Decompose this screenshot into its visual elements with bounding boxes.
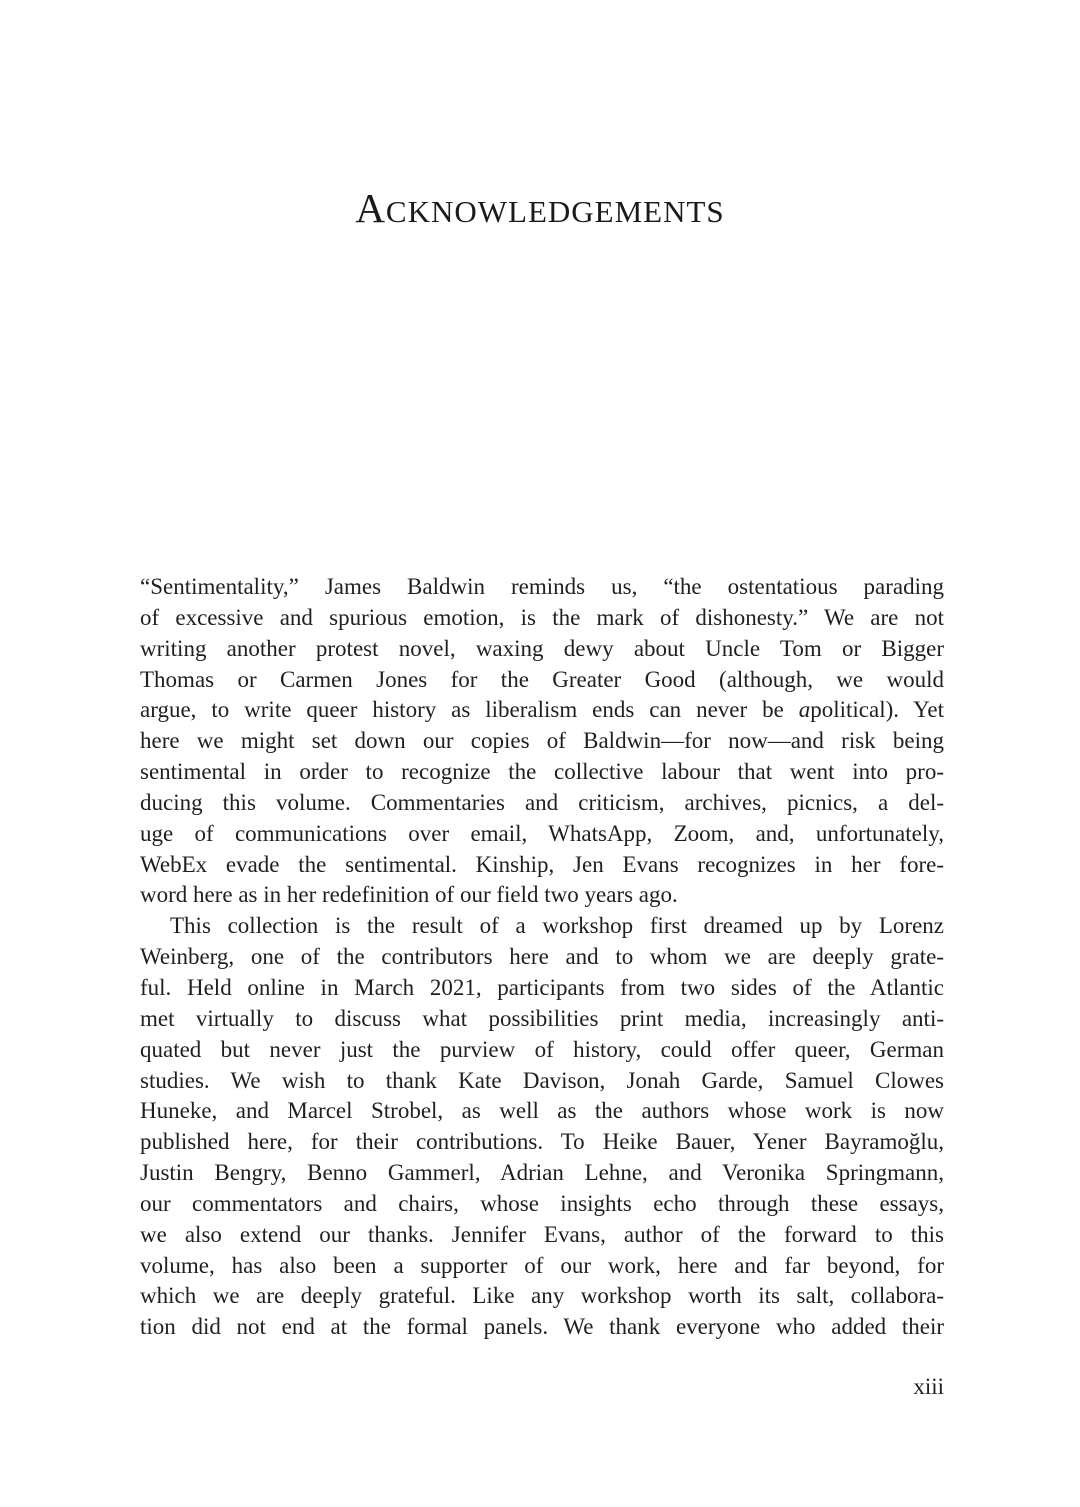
text-line: writing another protest novel, waxing dewy about Uncle Tom or Bigger <box>140 635 944 661</box>
text-line: Thomas or Carmen Jones for the Greater Good (although, we would <box>140 666 944 692</box>
body-text <box>140 572 944 1343</box>
text-line: ducing this volume. Commentaries and criticism, archives, picnics, a del- <box>140 789 944 815</box>
paragraph <box>140 911 944 1343</box>
text-line: our commentators and chairs, whose insights echo through these essays, <box>140 1190 944 1216</box>
paragraph <box>140 572 944 911</box>
text-line: uge of communications over email, WhatsApp, Zoom, and, unfortunately, <box>140 820 944 846</box>
text-line: This collection is the result of a workshop first dreamed up by Lorenz <box>170 913 944 939</box>
text-line: of excessive and spurious emotion, is the mark of dishonesty.” We are not <box>140 604 944 630</box>
text-line: studies. We wish to thank Kate Davison, Jonah Garde, Samuel Clowes <box>140 1067 944 1093</box>
text-line: Huneke, and Marcel Strobel, as well as the authors whose work is now <box>140 1098 944 1124</box>
text-line: Weinberg, one of the contributors here and to whom we are deeply grate- <box>140 944 944 970</box>
text-line: quated but never just the purview of history, could offer queer, German <box>140 1036 944 1062</box>
text-line: tion did not end at the formal panels. We thank everyone who added their <box>140 1314 944 1340</box>
text-line: “Sentimentality,” James Baldwin reminds us, “the ostentatious parading <box>140 574 944 599</box>
chapter-title-rest: CKNOWLEDGEMENTS <box>385 194 725 229</box>
text-line: met virtually to discuss what possibilities print media, increasingly anti- <box>140 1005 944 1031</box>
text-line: published here, for their contributions. To Heike Bauer, Yener Bayramoğlu, <box>140 1129 944 1155</box>
text-line: WebEx evade the sentimental. Kinship, Jen Evans recognizes in her fore- <box>140 851 944 877</box>
text-line: argue, to write queer history as liberalism ends can never be apolitical). Yet <box>140 697 944 723</box>
text-line: here we might set down our copies of Baldwin—for now—and risk being <box>140 728 944 754</box>
text-line: ful. Held online in March 2021, participants from two sides of the Atlantic <box>140 974 944 1000</box>
text-line: Justin Bengry, Benno Gammerl, Adrian Lehne, and Veronika Springmann, <box>140 1160 944 1186</box>
text-line: volume, has also been a supporter of our work, here and far beyond, for <box>140 1252 944 1278</box>
page-number: xiii <box>913 1374 944 1399</box>
text-line: we also extend our thanks. Jennifer Evans, author of the forward to this <box>140 1221 944 1247</box>
text-line: which we are deeply grateful. Like any workshop worth its salt, collabora- <box>140 1283 944 1309</box>
chapter-title <box>0 184 1080 232</box>
chapter-title-initial: A <box>355 185 386 231</box>
text-line: sentimental in order to recognize the collective labour that went into pro- <box>140 759 944 785</box>
text-line: word here as in her redefinition of our field two years ago. <box>140 882 678 908</box>
